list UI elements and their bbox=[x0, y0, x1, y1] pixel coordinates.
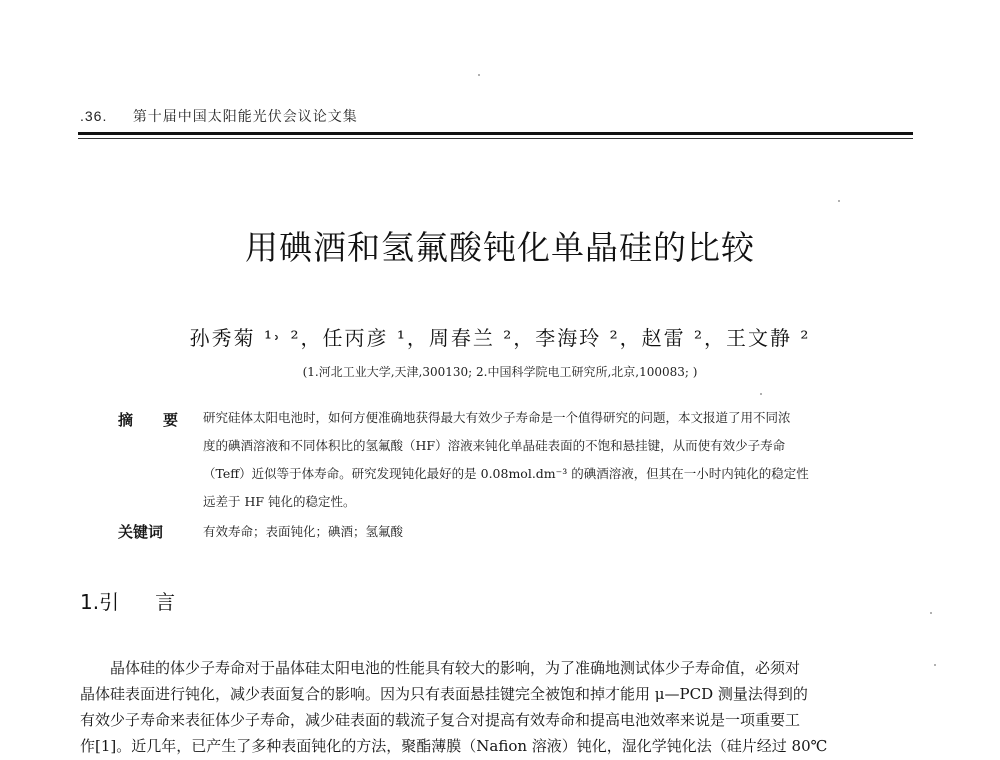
abstract-text bbox=[203, 404, 913, 516]
abstract-line: 远差于 HF 钝化的稳定性。 bbox=[203, 494, 356, 509]
header-rule-thick bbox=[78, 132, 913, 135]
author-affiliations: (1.河北工业大学,天津,300130; 2.中国科学院电工研究所,北京,100083; ) bbox=[302, 365, 698, 379]
section-title-text: 言 bbox=[155, 590, 176, 614]
scan-speck bbox=[838, 200, 840, 202]
body-line: 晶体硅表面进行钝化，减少表面复合的影响。因为只有表面悬挂键完全被饱和掉才能用 μ—PCD 测量法得到的 bbox=[80, 685, 808, 703]
abstract-label-char-1: 摘 bbox=[118, 411, 134, 429]
body-line: 作[1]。近几年，已产生了多种表面钝化的方法，聚酯薄膜（Nafion 溶液）钝化，湿化学钝化法（硅片经过 80℃ bbox=[80, 737, 828, 755]
scan-speck bbox=[760, 393, 762, 395]
scan-speck bbox=[934, 664, 936, 666]
abstract-label bbox=[118, 409, 178, 430]
abstract-line: 研究硅体太阳电池时，如何方便准确地获得最大有效少子寿命是一个值得研究的问题，本文报道了用不同浓 bbox=[203, 410, 791, 425]
running-header bbox=[80, 106, 358, 126]
body-paragraph bbox=[80, 655, 920, 759]
abstract-line: 度的碘酒溶液和不同体积比的氢氟酸（HF）溶液来钝化单晶硅表面的不饱和悬挂键，从而使有效少子寿命 bbox=[203, 438, 786, 453]
keywords-text: 有效寿命；表面钝化；碘酒；氢氟酸 bbox=[203, 524, 404, 539]
header-rule-thin bbox=[78, 138, 913, 139]
section-heading bbox=[80, 586, 175, 615]
body-line: 晶体硅的体少子寿命对于晶体硅太阳电池的性能具有较大的影响，为了准确地测试体少子寿命值，必须对 bbox=[110, 659, 801, 677]
page-number: .36. bbox=[80, 108, 108, 124]
section-number: 1.引 bbox=[80, 590, 120, 614]
body-line: 有效少子寿命来表征体少子寿命，减少硅表面的载流子复合对提高有效寿命和提高电池效率来说是一项重要工 bbox=[80, 711, 801, 729]
scan-speck bbox=[478, 74, 480, 76]
publication-name: 第十届中国太阳能光伏会议论文集 bbox=[132, 109, 358, 125]
author-list: 孙秀菊 ¹˒ ²，任丙彦 ¹，周春兰 ²，李海玲 ²，赵雷 ²，王文静 ² bbox=[189, 326, 811, 350]
paper-title: 用碘酒和氢氟酸钝化单晶硅的比较 bbox=[245, 228, 755, 267]
abstract-label-char-2: 要 bbox=[162, 411, 178, 429]
scan-speck bbox=[930, 612, 932, 614]
abstract-line: （Teff）近似等于体寿命。研究发现钝化最好的是 0.08mol.dm⁻³ 的碘酒溶液，但其在一小时内钝化的稳定性 bbox=[203, 466, 809, 481]
keywords-label: 关键词 bbox=[118, 523, 164, 541]
